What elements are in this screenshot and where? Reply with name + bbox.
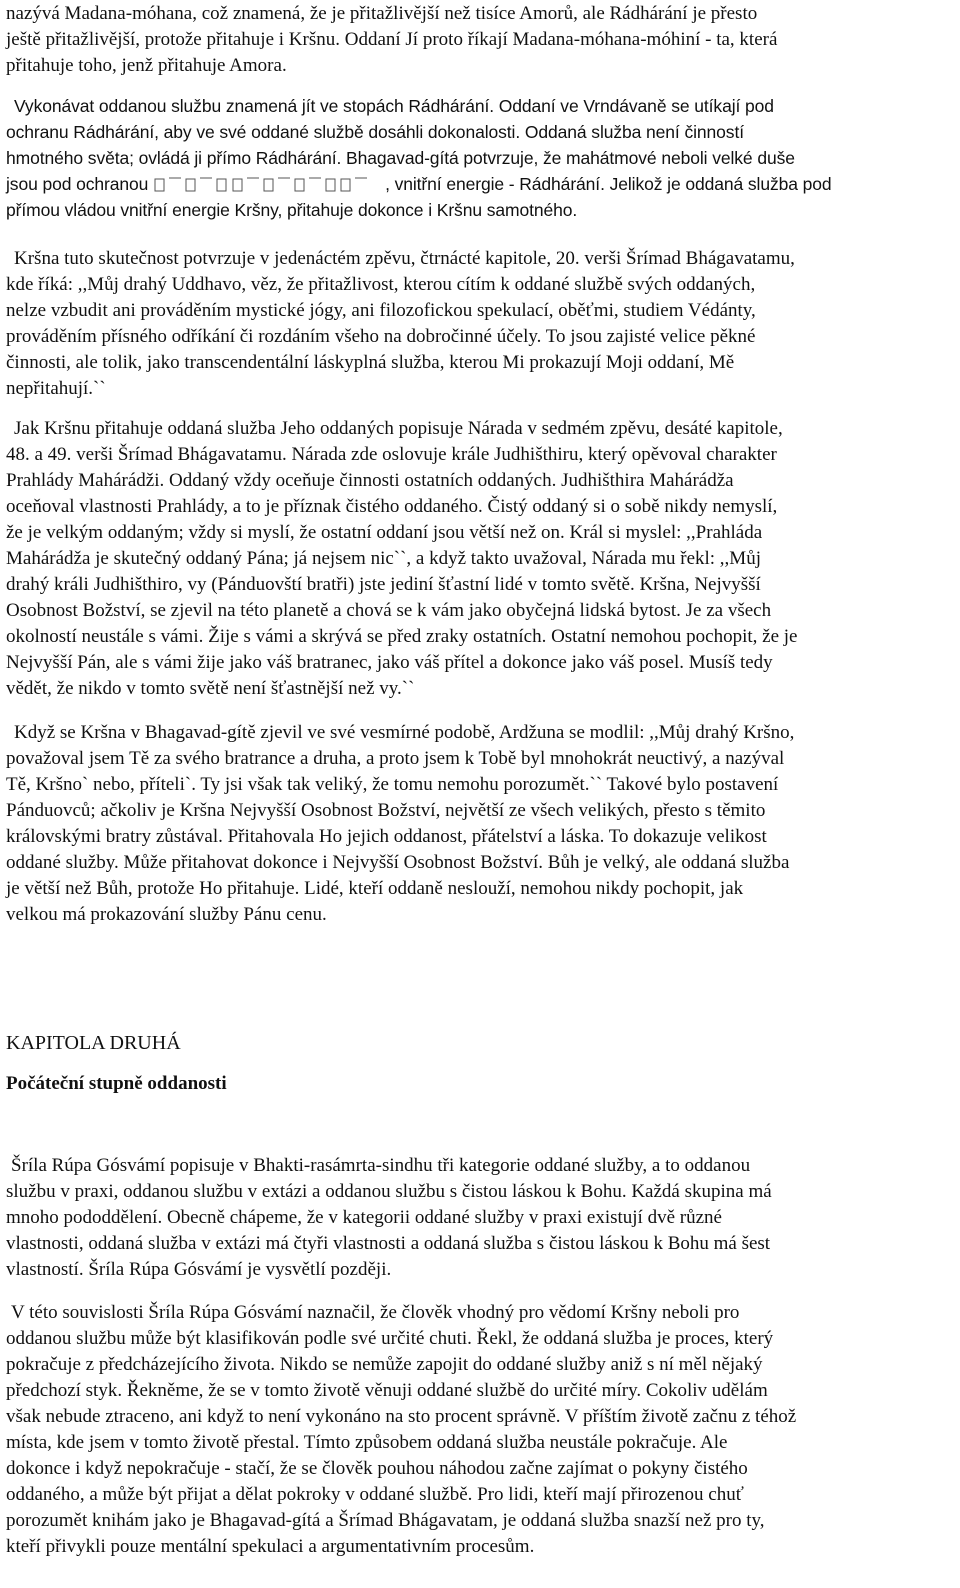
text-line: činnosti, ale tolik, jako transcendentální láskyplná služba, kterou Mi prokazují Moji oddaní, Mě: [6, 352, 735, 373]
text-line: V této souvislosti Šríla Rúpa Gósvámí naznačil, že člověk vhodný pro vědomí Kršny neboli pro: [11, 1302, 740, 1323]
text-line: vědět, že nikdo v tomto světě není šťastnější než vy.``: [6, 678, 415, 699]
paragraph-radharani: [6, 93, 954, 223]
text-line: považoval jsem Tě za svého bratrance a druha, a proto jsem k Tobě byl mnohokrát neuctivý, a nazýval: [6, 748, 785, 769]
text-line: Prahlády Mahárádži. Oddaný vždy oceňuje činnosti ostatních oddaných. Judhišthira Mahárádža: [6, 470, 734, 491]
text-line: okolností neustále s vámi. Žije s vámi a skrývá se před zraky ostatních. Ostatní nemohou pochopit, že je: [6, 626, 798, 647]
text-line-with-glyphs: [6, 171, 954, 197]
paragraph-madana-mohana: [6, 1, 954, 79]
text-line: porozumět knihám jako je Bhagavad-gítá a Šrímad Bhágavatam, je oddaná služba snazší než pro ty,: [6, 1510, 765, 1531]
text-fragment: , vnitřní energie - Rádhárání. Jelikož je oddaná služba pod: [385, 174, 832, 194]
text-line: prováděním přísného odříkání či rozdáním všeho na dobročinné účely. To jsou zajisté velice pěkné: [6, 326, 756, 347]
paragraph-narada: [6, 416, 954, 702]
text-fragment: jsou pod ochranou: [6, 174, 149, 194]
text-line: nepřitahují.``: [6, 378, 106, 399]
text-line: Vykonávat oddanou službu znamená jít ve stopách Rádhárání. Oddaní ve Vrndávaně se utíkají pod: [14, 96, 774, 116]
text-line: 48. a 49. verši Šrímad Bhágavatamu. Nárada zde oslovuje krále Judhišthiru, který opěvoval charakter: [6, 444, 777, 465]
text-line: místa, kde jsem v tomto životě přestal. Tímto způsobem oddaná služba neustále pokračuje. Ale: [6, 1432, 728, 1453]
text-line: Jak Kršnu přitahuje oddaná služba Jeho oddaných popisuje Nárada v sedmém zpěvu, desáté kapitole,: [14, 418, 783, 439]
text-line: Tě, Kršno` nebo, příteli`. Ty jsi však tak veliký, že tomu nemohu porozumět.`` Takové bylo postavení: [6, 774, 779, 795]
text-line: kde říká: ,,Můj drahý Uddhavo, věz, že přitažlivost, kterou cítím k oddané službě svých oddaných,: [6, 274, 756, 295]
text-line: přímou vládou vnitřní energie Kršny, přitahuje dokonce i Kršnu samotného.: [6, 200, 578, 220]
text-line: ochranu Rádhárání, aby ve své oddané službě dosáhli dokonalosti. Oddaná služba není činností: [6, 122, 744, 142]
text-line: oddané služby. Může přitahovat dokonce i Nejvyšší Osobnost Božství. Bůh je velký, ale oddaná služba: [6, 852, 790, 873]
text-line: královskými bratry zůstával. Přitahovala Ho jejich oddanost, přátelství a láska. To dokazuje velikost: [6, 826, 767, 847]
text-line: Mahárádža je skutečný oddaný Pána; já nejsem nic``, a když takto uvažoval, Nárada mu řekl: ,,Můj: [6, 548, 761, 569]
paragraph-krsna-uddhava: [6, 246, 954, 402]
text-line: hmotného světa; ovládá ji přímo Rádhárání. Bhagavad-gítá potvrzuje, že mahátmové neboli velké duše: [6, 148, 795, 168]
text-line: oddanou službu může být klasifikován podle své určité chuti. Řekl, že oddaná služba je proces, který: [6, 1328, 774, 1349]
paragraph-rupa-gosvami: [6, 1300, 954, 1560]
text-line: Pánduovců; ačkoliv je Kršna Nejvyšší Osobnost Božství, největší ze všech velikých, přesto s těmito: [6, 800, 766, 821]
text-line: nelze vzbudit ani prováděním mystické jógy, ani filozofickou spekulací, oběťmi, studiem Védánty,: [6, 300, 756, 321]
text-line: velkou má prokazování služby Pánu cenu.: [6, 904, 327, 925]
text-line: ještě přitažlivější, protože přitahuje i Kršnu. Oddaní Jí proto říkají Madana-móhana-móhiní - ta, která: [6, 29, 778, 50]
unrendered-glyphs-icon: [153, 176, 385, 192]
text-line: Nejvyšší Pán, ale s vámi žije jako váš bratranec, jako váš přítel a dokonce jako váš posel. Musíš tedy: [6, 652, 773, 673]
text-line: předchozí styk. Řekněme, že se v tomto životě věnuji oddané službě do určité míry. Cokoliv udělám: [6, 1380, 768, 1401]
text-line: je větší než Bůh, protože Ho přitahuje. Lidé, kteří oddaně neslouží, nemohou nikdy pochopit, jak: [6, 878, 744, 899]
text-line: pokračuje z předcházejícího života. Nikdo se nemůže zapojit do oddané služby aniž s ní měl nějaký: [6, 1354, 763, 1375]
text-line: vlastností. Šríla Rúpa Gósvámí je vysvětlí později.: [6, 1259, 392, 1280]
chapter-title: Počáteční stupně oddanosti: [6, 1073, 227, 1094]
paragraph-categories: [6, 1153, 954, 1283]
paragraph-arjuna: [6, 720, 954, 928]
text-line: drahý králi Judhišthiro, vy (Pánduovští bratři) jste jediní šťastní lidé v tomto světě. Kršna, Nejvyšší: [6, 574, 761, 595]
chapter-label: KAPITOLA DRUHÁ: [6, 1032, 181, 1054]
text-line: Když se Kršna v Bhagavad-gítě zjevil ve své vesmírné podobě, Ardžuna se modlil: ,,Můj drahý Kršno,: [14, 722, 795, 743]
text-line: službu v praxi, oddanou službu v extázi a oddanou službu s čistou láskou k Bohu. Každá skupina má: [6, 1181, 772, 1202]
text-line: oddaného, a může být přijat a dělat pokroky v oddané službě. Pro lidi, kteří mají přirozenou chuť: [6, 1484, 744, 1505]
text-line: že je velkým oddaným; vždy si myslí, že ostatní oddaní jsou větší než on. Král si myslel: ,,Prahláda: [6, 522, 763, 543]
text-line: Kršna tuto skutečnost potvrzuje v jedenáctém zpěvu, čtrnácté kapitole, 20. verši Šrímad Bhágavatamu,: [14, 248, 795, 269]
text-line: Osobnost Božství, se zjevil na této planetě a chová se k vám jako obyčejná lidská bytost. Je za všech: [6, 600, 772, 621]
text-line: kteří přivykli pouze mentální spekulaci a argumentativním procesům.: [6, 1536, 535, 1557]
text-line: vlastnosti, oddaná služba v extázi má čtyři vlastnosti a oddaná služba s čistou láskou k Bohu má šest: [6, 1233, 771, 1254]
text-line: oceňoval vlastnosti Prahlády, a to je příznak čistého oddaného. Čistý oddaný si o sobě nikdy nemyslí,: [6, 496, 778, 517]
text-line: mnoho pododdělení. Obecně chápeme, že v kategorii oddané služby v praxi existují dvě různé: [6, 1207, 722, 1228]
text-line: nazývá Madana-móhana, což znamená, že je přitažlivější než tisíce Amorů, ale Rádhárání je přesto: [6, 3, 758, 24]
text-line: však nebude ztraceno, ani když to není vykonáno na sto procent správně. V příštím životě začnu z téhož: [6, 1406, 797, 1427]
text-line: dokonce i když nepokračuje - stačí, že se člověk pouhou náhodou začne zajímat o pokyny čistého: [6, 1458, 748, 1479]
text-line: Šríla Rúpa Gósvámí popisuje v Bhakti-rasámrta-sindhu tři kategorie oddané služby, a to oddanou: [11, 1155, 751, 1176]
text-line: přitahuje toho, jenž přitahuje Amora.: [6, 55, 287, 76]
